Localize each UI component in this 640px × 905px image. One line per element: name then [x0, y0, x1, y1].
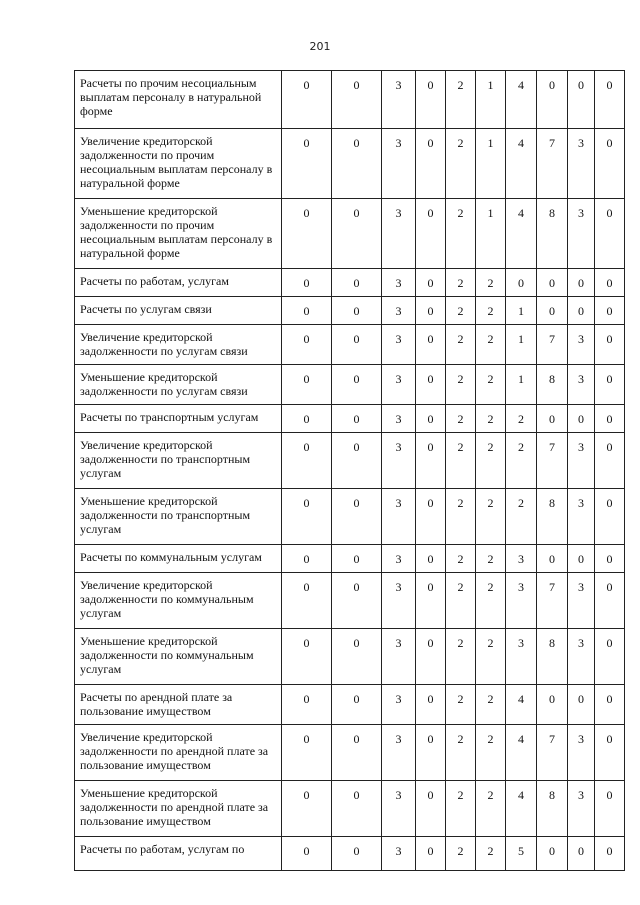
code-digit: 0: [537, 269, 568, 297]
code-digit: 0: [282, 685, 332, 725]
code-digit: 3: [568, 725, 595, 781]
code-digit: 3: [568, 489, 595, 545]
row-label: Расчеты по работам, услугам: [75, 269, 282, 297]
code-digit: 0: [282, 629, 332, 685]
code-digit: 0: [595, 405, 625, 433]
code-digit: 3: [382, 545, 416, 573]
code-digit: 3: [382, 781, 416, 837]
code-digit: 0: [332, 545, 382, 573]
code-digit: 3: [382, 725, 416, 781]
code-digit: 2: [446, 405, 476, 433]
row-label: Расчеты по коммунальным услугам: [75, 545, 282, 573]
row-label: Расчеты по работам, услугам по: [75, 837, 282, 871]
table-row: [75, 297, 625, 325]
table-row: [75, 837, 625, 871]
code-digit: 2: [476, 405, 506, 433]
code-digit: 0: [595, 297, 625, 325]
code-digit: 1: [506, 297, 537, 325]
code-digit: 2: [446, 781, 476, 837]
code-digit: 2: [446, 725, 476, 781]
code-digit: 3: [568, 433, 595, 489]
code-digit: 2: [476, 297, 506, 325]
code-digit: 2: [476, 725, 506, 781]
code-digit: 0: [332, 71, 382, 129]
code-digit: 1: [476, 71, 506, 129]
code-digit: 0: [332, 297, 382, 325]
code-digit: 2: [476, 685, 506, 725]
code-digit: 3: [568, 629, 595, 685]
code-digit: 3: [382, 837, 416, 871]
code-digit: 3: [382, 405, 416, 433]
code-digit: 0: [282, 325, 332, 365]
code-digit: 0: [595, 837, 625, 871]
code-digit: 0: [416, 545, 446, 573]
row-label: Уменьшение кредиторской задолженности по прочим несоциальным выплатам персоналу в натуральной форме: [75, 199, 282, 269]
table-row: [75, 433, 625, 489]
table-row: [75, 325, 625, 365]
code-digit: 0: [282, 489, 332, 545]
code-digit: 0: [332, 129, 382, 199]
code-digit: 2: [446, 269, 476, 297]
row-label: Уменьшение кредиторской задолженности по услугам связи: [75, 365, 282, 405]
code-digit: 0: [416, 629, 446, 685]
code-digit: 0: [416, 199, 446, 269]
code-digit: 0: [282, 199, 332, 269]
code-digit: 8: [537, 489, 568, 545]
code-digit: 3: [382, 573, 416, 629]
code-digit: 0: [332, 199, 382, 269]
code-digit: 0: [416, 781, 446, 837]
code-digit: 2: [506, 405, 537, 433]
code-digit: 0: [282, 573, 332, 629]
code-digit: 3: [382, 297, 416, 325]
table-row: [75, 725, 625, 781]
table-row: [75, 685, 625, 725]
code-digit: 0: [595, 71, 625, 129]
code-digit: 8: [537, 781, 568, 837]
code-digit: 0: [282, 365, 332, 405]
code-digit: 0: [282, 297, 332, 325]
code-digit: 2: [446, 573, 476, 629]
code-digit: 0: [568, 71, 595, 129]
code-digit: 0: [282, 71, 332, 129]
code-digit: 0: [568, 405, 595, 433]
code-digit: 0: [506, 269, 537, 297]
page-number: 201: [309, 40, 331, 53]
code-digit: 1: [476, 199, 506, 269]
code-digit: 0: [282, 837, 332, 871]
code-digit: 2: [476, 837, 506, 871]
code-digit: 2: [446, 325, 476, 365]
table-row: [75, 199, 625, 269]
code-digit: 2: [446, 365, 476, 405]
code-digit: 3: [506, 629, 537, 685]
code-digit: 3: [568, 129, 595, 199]
table-row: [75, 489, 625, 545]
code-digit: 0: [282, 433, 332, 489]
code-digit: 2: [446, 489, 476, 545]
code-digit: 0: [332, 573, 382, 629]
code-digit: 0: [537, 71, 568, 129]
table-row: [75, 365, 625, 405]
code-digit: 3: [568, 199, 595, 269]
code-digit: 3: [382, 365, 416, 405]
code-digit: 0: [282, 129, 332, 199]
code-digit: 2: [476, 365, 506, 405]
code-digit: 0: [416, 837, 446, 871]
code-digit: 2: [476, 781, 506, 837]
code-digit: 0: [332, 433, 382, 489]
code-digit: 4: [506, 781, 537, 837]
code-digit: 2: [476, 433, 506, 489]
code-digit: 3: [382, 629, 416, 685]
code-digit: 5: [506, 837, 537, 871]
code-digit: 0: [282, 725, 332, 781]
code-digit: 4: [506, 685, 537, 725]
row-label: Расчеты по прочим несоциальным выплатам персоналу в натуральной форме: [75, 71, 282, 129]
code-digit: 0: [595, 629, 625, 685]
code-digit: 4: [506, 725, 537, 781]
code-digit: 4: [506, 129, 537, 199]
code-digit: 2: [446, 629, 476, 685]
code-digit: 3: [382, 433, 416, 489]
table-row: [75, 71, 625, 129]
code-digit: 2: [506, 489, 537, 545]
row-label: Увеличение кредиторской задолженности по транспортным услугам: [75, 433, 282, 489]
code-digit: 0: [537, 405, 568, 433]
row-label: Расчеты по услугам связи: [75, 297, 282, 325]
code-digit: 7: [537, 129, 568, 199]
code-digit: 0: [416, 725, 446, 781]
code-digit: 0: [595, 725, 625, 781]
code-digit: 0: [595, 325, 625, 365]
row-label: Увеличение кредиторской задолженности по услугам связи: [75, 325, 282, 365]
code-digit: 8: [537, 629, 568, 685]
code-digit: 3: [382, 269, 416, 297]
code-digit: 0: [595, 545, 625, 573]
table-row: [75, 629, 625, 685]
code-digit: 0: [416, 129, 446, 199]
code-digit: 2: [446, 71, 476, 129]
code-digit: 0: [568, 297, 595, 325]
code-digit: 3: [568, 573, 595, 629]
table-row: [75, 545, 625, 573]
code-digit: 0: [282, 781, 332, 837]
row-label: Увеличение кредиторской задолженности по прочим несоциальным выплатам персоналу в натуральной форме: [75, 129, 282, 199]
table-row: [75, 573, 625, 629]
code-digit: 2: [476, 545, 506, 573]
code-digit: 3: [568, 325, 595, 365]
code-digit: 0: [416, 325, 446, 365]
code-digit: 7: [537, 325, 568, 365]
code-digit: 0: [537, 685, 568, 725]
code-digit: 0: [332, 405, 382, 433]
code-digit: 2: [446, 297, 476, 325]
table-row: [75, 269, 625, 297]
row-label: Уменьшение кредиторской задолженности по транспортным услугам: [75, 489, 282, 545]
code-digit: 0: [332, 365, 382, 405]
code-digit: 0: [595, 433, 625, 489]
code-digit: 3: [382, 325, 416, 365]
code-digit: 0: [416, 433, 446, 489]
code-digit: 7: [537, 725, 568, 781]
code-digit: 2: [446, 685, 476, 725]
code-digit: 1: [476, 129, 506, 199]
code-digit: 0: [416, 297, 446, 325]
code-digit: 2: [476, 489, 506, 545]
code-digit: 2: [446, 129, 476, 199]
code-digit: 0: [416, 269, 446, 297]
row-label: Увеличение кредиторской задолженности по коммунальным услугам: [75, 573, 282, 629]
code-digit: 2: [476, 269, 506, 297]
code-digit: 8: [537, 365, 568, 405]
code-digit: 2: [446, 545, 476, 573]
code-digit: 0: [595, 781, 625, 837]
account-codes-table: [74, 70, 625, 871]
code-digit: 3: [568, 781, 595, 837]
code-digit: 2: [476, 573, 506, 629]
code-digit: 2: [446, 199, 476, 269]
row-label: Увеличение кредиторской задолженности по арендной плате за пользование имуществом: [75, 725, 282, 781]
code-digit: 4: [506, 199, 537, 269]
code-digit: 0: [332, 781, 382, 837]
code-digit: 3: [382, 489, 416, 545]
code-digit: 0: [332, 725, 382, 781]
code-digit: 4: [506, 71, 537, 129]
code-digit: 0: [332, 685, 382, 725]
code-digit: 0: [282, 405, 332, 433]
code-digit: 0: [332, 269, 382, 297]
code-digit: 1: [506, 365, 537, 405]
code-digit: 0: [595, 489, 625, 545]
table-row: [75, 405, 625, 433]
code-digit: 3: [382, 129, 416, 199]
row-label: Уменьшение кредиторской задолженности по арендной плате за пользование имуществом: [75, 781, 282, 837]
code-digit: 0: [282, 545, 332, 573]
code-digit: 0: [332, 489, 382, 545]
code-digit: 3: [506, 545, 537, 573]
code-digit: 3: [382, 199, 416, 269]
code-digit: 0: [537, 297, 568, 325]
code-digit: 2: [476, 325, 506, 365]
code-digit: 0: [416, 365, 446, 405]
row-label: Расчеты по арендной плате за пользование имуществом: [75, 685, 282, 725]
code-digit: 0: [568, 269, 595, 297]
code-digit: 7: [537, 573, 568, 629]
code-digit: 0: [416, 71, 446, 129]
code-digit: 0: [416, 685, 446, 725]
code-digit: 0: [568, 545, 595, 573]
row-label: Уменьшение кредиторской задолженности по коммунальным услугам: [75, 629, 282, 685]
code-digit: 0: [568, 837, 595, 871]
code-digit: 3: [568, 365, 595, 405]
code-digit: 3: [506, 573, 537, 629]
code-digit: 0: [537, 545, 568, 573]
code-digit: 2: [446, 837, 476, 871]
code-digit: 0: [568, 685, 595, 725]
code-digit: 0: [595, 269, 625, 297]
code-digit: 0: [282, 269, 332, 297]
code-digit: 0: [537, 837, 568, 871]
code-digit: 0: [332, 325, 382, 365]
code-digit: 0: [332, 837, 382, 871]
code-digit: 0: [595, 129, 625, 199]
code-digit: 1: [506, 325, 537, 365]
row-label: Расчеты по транспортным услугам: [75, 405, 282, 433]
code-digit: 0: [595, 573, 625, 629]
code-digit: 2: [506, 433, 537, 489]
code-digit: 0: [595, 199, 625, 269]
code-digit: 2: [446, 433, 476, 489]
code-digit: 7: [537, 433, 568, 489]
code-digit: 3: [382, 685, 416, 725]
code-digit: 0: [416, 573, 446, 629]
code-digit: 0: [332, 629, 382, 685]
code-digit: 0: [416, 489, 446, 545]
code-digit: 0: [595, 365, 625, 405]
code-digit: 2: [476, 629, 506, 685]
code-digit: 8: [537, 199, 568, 269]
table-row: [75, 129, 625, 199]
code-digit: 0: [595, 685, 625, 725]
table-row: [75, 781, 625, 837]
code-digit: 0: [416, 405, 446, 433]
code-digit: 3: [382, 71, 416, 129]
